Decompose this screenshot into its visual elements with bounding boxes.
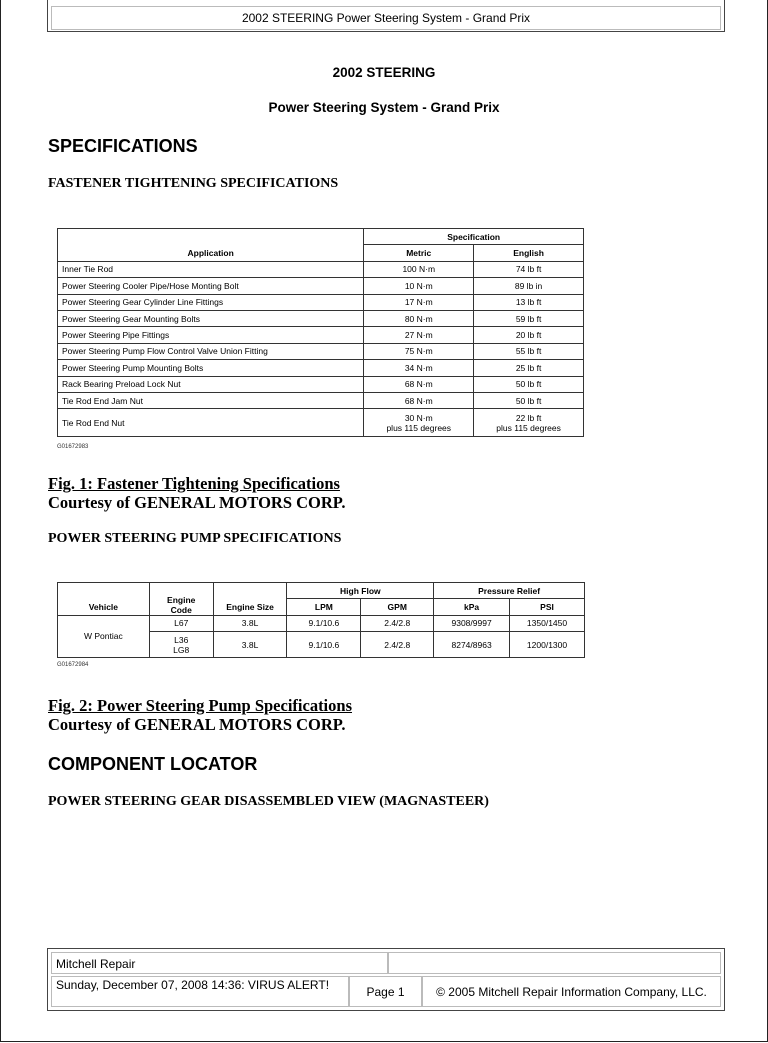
fig2-caption: Fig. 2: Power Steering Pump Specifications xyxy=(48,696,352,715)
code-cell xyxy=(149,632,213,658)
psi-cell: 1350/1450 xyxy=(510,615,585,631)
english-line-2: plus 115 degrees xyxy=(496,422,561,433)
table-row xyxy=(58,392,584,408)
table-row xyxy=(58,327,584,343)
table-cell-metric: 68 N·m xyxy=(364,376,474,392)
metric-line-1: 30 N·m xyxy=(404,412,433,423)
table-cell-metric: 17 N·m xyxy=(364,294,474,310)
col-psi: PSI xyxy=(510,599,585,615)
size-cell: 3.8L xyxy=(213,632,287,658)
table-cell-metric: 100 N·m xyxy=(364,261,474,277)
kpa-cell: 8274/8963 xyxy=(434,632,510,658)
figure-code: G01672983 xyxy=(57,444,89,450)
col-english: English xyxy=(474,245,584,261)
table-cell-app: Power Steering Pipe Fittings xyxy=(58,327,364,343)
code-cell: L67 xyxy=(149,615,213,631)
english-line-1: 22 lb ft xyxy=(515,412,542,423)
doc-subtitle: Power Steering System - Grand Prix xyxy=(268,100,500,115)
table-cell-english: 59 lb ft xyxy=(474,310,584,326)
col-vehicle: Vehicle xyxy=(58,599,150,615)
table-row xyxy=(58,294,584,310)
page-footer xyxy=(47,948,725,1011)
metric-line-2: plus 115 degrees xyxy=(386,422,452,433)
component-locator-heading: COMPONENT LOCATOR xyxy=(48,754,258,774)
footer-blank xyxy=(388,952,721,974)
table-cell-metric: 80 N·m xyxy=(364,310,474,326)
col-kpa: kPa xyxy=(434,599,510,615)
table-cell-english: 20 lb ft xyxy=(474,327,584,343)
table-row xyxy=(58,261,584,277)
doc-title: 2002 STEERING xyxy=(332,65,436,80)
code-line-1: L36 xyxy=(174,634,189,645)
table-cell-english: 50 lb ft xyxy=(474,376,584,392)
table-cell-english: 25 lb ft xyxy=(474,360,584,376)
fig2-courtesy: Courtesy of GENERAL MOTORS CORP. xyxy=(48,715,346,734)
fig2-caption-block xyxy=(48,696,352,734)
header-title: 2002 STEERING Power Steering System - Grand Prix xyxy=(51,6,721,30)
fig1-caption-block xyxy=(48,474,345,512)
psi-cell: 1200/1300 xyxy=(510,632,585,658)
table-cell-app: Tie Rod End Nut xyxy=(58,409,364,437)
spec-header: Specification xyxy=(364,229,584,245)
table-cell-app: Power Steering Cooler Pipe/Hose Monting Bolt xyxy=(58,278,364,294)
fastener-table xyxy=(57,228,584,437)
col-engine-code xyxy=(149,583,213,616)
fastener-heading: FASTENER TIGHTENING SPECIFICATIONS xyxy=(48,176,339,191)
size-cell: 3.8L xyxy=(213,615,287,631)
page-header xyxy=(47,0,725,32)
pump-table xyxy=(57,582,585,658)
lpm-cell: 9.1/10.6 xyxy=(287,632,361,658)
group-high-flow: High Flow xyxy=(287,583,434,599)
gpm-cell: 2.4/2.8 xyxy=(361,632,434,658)
table-cell-app: Power Steering Pump Mounting Bolts xyxy=(58,360,364,376)
table-row xyxy=(58,343,584,359)
pump-heading: POWER STEERING PUMP SPECIFICATIONS xyxy=(48,531,342,546)
table-cell-english: 50 lb ft xyxy=(474,392,584,408)
fig1-courtesy: Courtesy of GENERAL MOTORS CORP. xyxy=(48,493,346,512)
col-metric: Metric xyxy=(364,245,474,261)
col-engine-size: Engine Size xyxy=(213,599,287,615)
table-cell-metric: 68 N·m xyxy=(364,392,474,408)
table-row xyxy=(58,376,584,392)
figure-code: G01672984 xyxy=(57,662,89,668)
fig1-caption: Fig. 1: Fastener Tightening Specifications xyxy=(48,474,340,493)
blank-header xyxy=(58,229,364,245)
table-cell-english: 89 lb in xyxy=(474,278,584,294)
vehicle-cell: W Pontiac xyxy=(58,615,150,657)
engine-code-line-2: Code xyxy=(170,604,192,615)
table-cell-app: Inner Tie Rod xyxy=(58,261,364,277)
table-cell-app: Power Steering Gear Cylinder Line Fittings xyxy=(58,294,364,310)
lpm-cell: 9.1/10.6 xyxy=(287,615,361,631)
table-row xyxy=(58,310,584,326)
engine-code-line-1: Engine xyxy=(167,594,196,605)
blank-vehicle xyxy=(58,583,150,599)
footer-page: Page 1 xyxy=(349,976,422,1007)
table-cell-metric: 75 N·m xyxy=(364,343,474,359)
table-cell-english xyxy=(474,409,584,437)
col-gpm: GPM xyxy=(361,599,434,615)
table-cell-metric: 10 N·m xyxy=(364,278,474,294)
table-cell-app: Power Steering Pump Flow Control Valve Union Fitting xyxy=(58,343,364,359)
col-application: Application xyxy=(58,245,364,261)
table-cell-english: 74 lb ft xyxy=(474,261,584,277)
table-cell-app: Rack Bearing Preload Lock Nut xyxy=(58,376,364,392)
footer-date: Sunday, December 07, 2008 14:36: VIRUS ALERT! xyxy=(51,976,349,1007)
footer-copyright: © 2005 Mitchell Repair Information Company, LLC. xyxy=(422,976,721,1007)
col-lpm: LPM xyxy=(287,599,361,615)
table-cell-metric xyxy=(364,409,474,437)
table-row xyxy=(58,360,584,376)
gear-heading: POWER STEERING GEAR DISASSEMBLED VIEW (MAGNASTEER) xyxy=(48,794,489,809)
table-cell-metric: 27 N·m xyxy=(364,327,474,343)
table-cell-app: Tie Rod End Jam Nut xyxy=(58,392,364,408)
kpa-cell: 9308/9997 xyxy=(434,615,510,631)
table-cell-app: Power Steering Gear Mounting Bolts xyxy=(58,310,364,326)
table-cell-english: 13 lb ft xyxy=(474,294,584,310)
code-line-2: LG8 xyxy=(173,644,190,655)
table-row xyxy=(58,278,584,294)
gpm-cell: 2.4/2.8 xyxy=(361,615,434,631)
blank-engine-size xyxy=(213,583,287,599)
footer-brand: Mitchell Repair xyxy=(51,952,388,974)
group-pressure-relief: Pressure Relief xyxy=(434,583,585,599)
table-cell-metric: 34 N·m xyxy=(364,360,474,376)
specifications-heading: SPECIFICATIONS xyxy=(48,136,198,156)
table-cell-english: 55 lb ft xyxy=(474,343,584,359)
